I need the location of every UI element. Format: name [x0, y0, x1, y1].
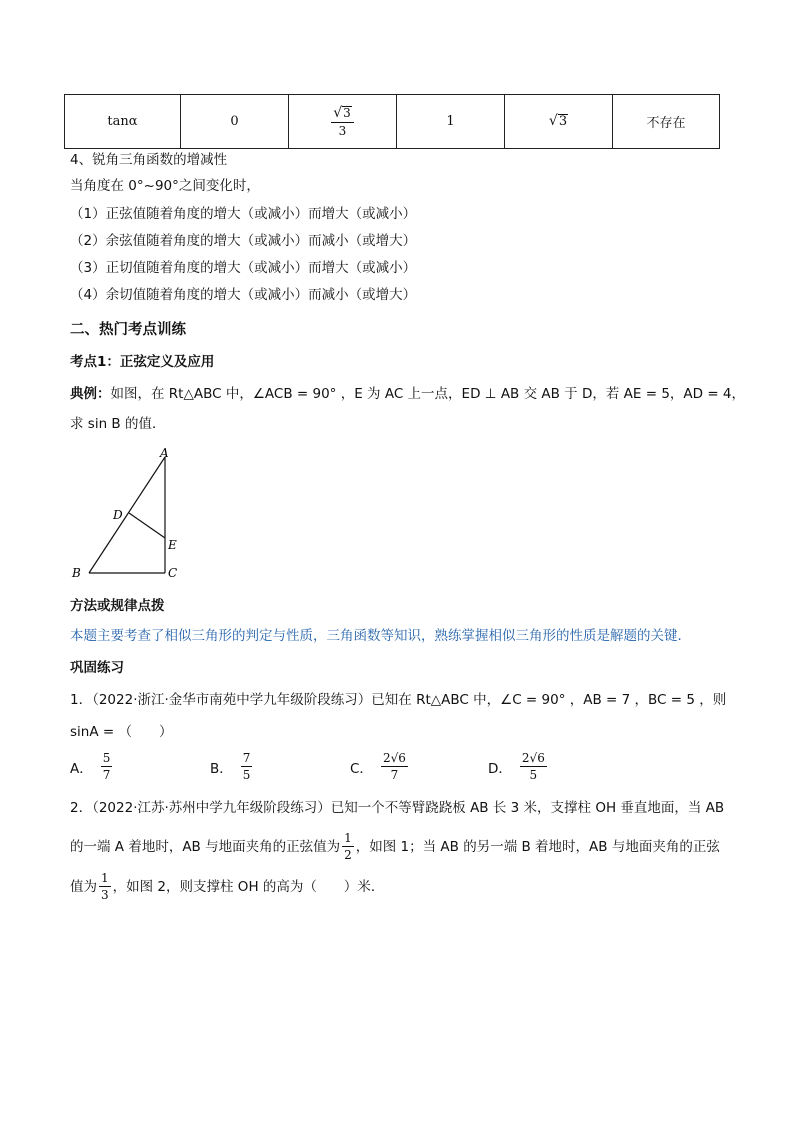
- q1-option-a[interactable]: A． $\frac{5}{7}$: [70, 751, 111, 782]
- q1-option-c[interactable]: C． $\frac{2√6}{7}$: [350, 751, 406, 782]
- q2-line1: 2．（2022·江苏·苏州中学九年级阶段练习）已知一个不等臂跷跷板 AB 长 3 米，支撑柱 OH 垂直地面，当 AB: [70, 800, 725, 816]
- vertex-label-c: C: [168, 566, 178, 580]
- point-label-e: E: [168, 538, 177, 552]
- tan-values-table: [64, 94, 720, 149]
- side-ab: [89, 457, 165, 573]
- section4-title: 4、锐角三角函数的增减性: [70, 152, 228, 168]
- tan-value-30: [289, 95, 397, 149]
- table-row: [65, 95, 720, 149]
- q2-line3: 值为 $\frac{1}{3}$ ，如图 2，则支撑柱 OH 的高为（ ）米．: [70, 871, 385, 902]
- fraction: $\frac{1}{2}$: [344, 831, 352, 862]
- tan-label-cell: tanα: [65, 95, 181, 149]
- q1-option-d[interactable]: D． $\frac{2√6}{5}$: [488, 751, 545, 782]
- fraction: $\frac{7}{5}$: [242, 751, 251, 782]
- practice-heading: 巩固练习: [70, 660, 124, 676]
- tan-value-60: √ 3: [505, 95, 613, 149]
- segment-de: [129, 513, 165, 538]
- fraction: $\frac{1}{3}$: [101, 871, 109, 902]
- vertex-label-a: A: [160, 446, 169, 460]
- fraction: $\frac{5}{7}$: [102, 751, 111, 782]
- list-item: （1）正弦值随着角度的增大（或减小）而增大（或减小）: [70, 206, 417, 222]
- section-heading: 二、热门考点训练: [70, 322, 186, 338]
- list-item: （2）余弦值随着角度的增大（或减小）而减小（或增大）: [70, 233, 417, 249]
- list-item: （4）余切值随着角度的增大（或减小）而减小（或增大）: [70, 287, 417, 303]
- section4-intro: 当角度在 0°~90°之间变化时，: [70, 178, 260, 194]
- fraction: $\frac{2√6}{5}$: [521, 751, 545, 782]
- q1-option-b[interactable]: B． $\frac{7}{5}$: [210, 751, 251, 782]
- fraction: $\frac{2√6}{7}$: [382, 751, 406, 782]
- method-text: 本题主要考查了相似三角形的判定与性质，三角函数等知识，熟练掌握相似三角形的性质是解题的关键．: [70, 628, 691, 644]
- example-line2: 求 sin B 的值．: [70, 416, 166, 432]
- example-line1: 典例：如图，在 Rt△ABC 中，∠ACB = 90° ，E 为 AC 上一点，ED ⊥ AB 交 AB 于 D，若 AE = 5，AD = 4，: [70, 386, 746, 402]
- fraction: √ 3 3: [331, 106, 354, 137]
- list-item: （3）正切值随着角度的增大（或减小）而增大（或减小）: [70, 260, 417, 276]
- q2-line2: 的一端 A 着地时，AB 与地面夹角的正弦值为 $\frac{1}{2}$ ，如图 1；当 AB 的另一端 B 着地时，AB 与地面夹角的正弦: [70, 831, 720, 862]
- q1-line2: sinA = （ ）: [70, 724, 173, 740]
- triangle-figure: [60, 445, 200, 585]
- point-label-d: D: [113, 508, 123, 522]
- method-heading: 方法或规律点拨: [70, 598, 165, 614]
- vertex-label-b: B: [72, 566, 81, 580]
- tan-value-0: 0: [181, 95, 289, 149]
- q1-line1: 1．（2022·浙江·金华市南苑中学九年级阶段练习）已知在 Rt△ABC 中，∠C = 90° ，AB = 7 ，BC = 5 ，则: [70, 692, 727, 708]
- tan-value-90: 不存在: [613, 95, 720, 149]
- tan-value-45: 1: [397, 95, 505, 149]
- kaodian-heading: 考点1：正弦定义及应用: [70, 354, 215, 370]
